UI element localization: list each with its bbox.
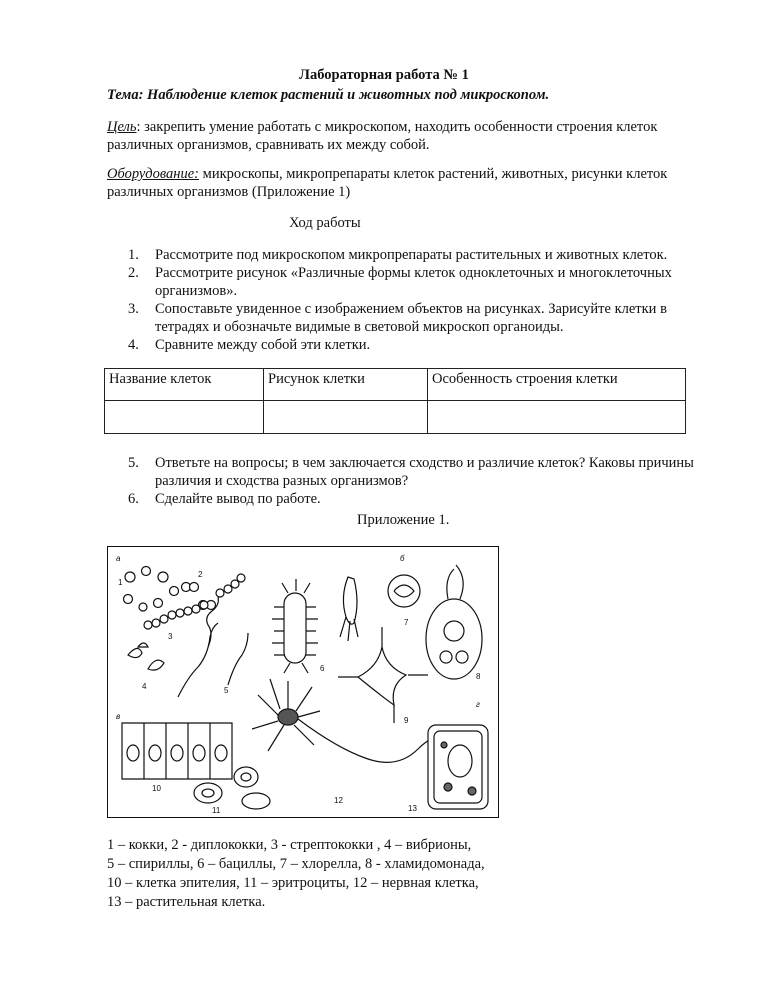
column-header: Название клеток: [105, 369, 264, 401]
nerve-cell-drawing: [252, 679, 458, 762]
table-header-row: [105, 369, 686, 401]
step-text: Ответьте на вопросы; в чем заключается сходство и различие клеток? Каковы причины различия и сходства разных организмов?: [155, 455, 694, 489]
label-13: 13: [408, 804, 417, 813]
label-7: 7: [404, 618, 409, 627]
label-4: 4: [142, 682, 147, 691]
equipment-paragraph: [107, 165, 687, 201]
table-row: [105, 401, 686, 434]
appendix-label: Приложение 1.: [357, 512, 450, 528]
vibrio-drawing: [128, 643, 164, 670]
label-10: 10: [152, 784, 161, 793]
equipment-label: Оборудование:: [107, 166, 200, 182]
list-item: [128, 490, 698, 508]
legend-line: 10 – клетка эпителия, 11 – эритроциты, 12 – нервная клетка,: [107, 875, 479, 891]
procedure-heading: Ход работы: [289, 215, 361, 231]
step-text: Сопоставьте увиденное с изображением объектов на рисунках. Зарисуйте клетки в тетрадях и обозначьте видимые в световой микроскоп органоиды.: [155, 301, 667, 335]
step-number: 1.: [128, 247, 139, 263]
list-item: [128, 300, 698, 336]
step-number: 2.: [128, 265, 139, 281]
label-11: 11: [212, 806, 221, 815]
table-cell: [264, 401, 428, 434]
page-title: Лабораторная работа № 1: [299, 67, 469, 83]
table-cell: [105, 401, 264, 434]
observation-table: [104, 368, 686, 434]
steps-list-2: [128, 454, 698, 508]
label-g: г: [476, 700, 480, 709]
label-12: 12: [334, 796, 343, 805]
figure-legend: [107, 836, 485, 912]
list-item: [128, 246, 698, 264]
step-number: 3.: [128, 301, 139, 317]
legend-line: 1 – кокки, 2 - диплококки, 3 - стрептококки , 4 – вибрионы,: [107, 837, 472, 853]
label-6: 6: [320, 664, 325, 673]
step-text: Сравните между собой эти клетки.: [155, 337, 371, 353]
goal-label: Цель: [107, 119, 137, 135]
chlamydomonas-drawing: [426, 565, 482, 679]
label-a: а: [116, 554, 121, 563]
label-v: в: [116, 712, 121, 721]
legend-line: 5 – спириллы, 6 – бациллы, 7 – хлорелла, 8 - хламидомонада,: [107, 856, 485, 872]
list-item: [128, 336, 698, 354]
label-2: 2: [198, 570, 203, 579]
label-9: 9: [404, 716, 409, 725]
lab-theme: Тема: Наблюдение клеток растений и животных под микроскопом.: [107, 87, 550, 103]
list-item: [128, 264, 698, 300]
chlorella-drawing: [388, 575, 420, 607]
label-1: 1: [118, 578, 123, 587]
equipment-text: микроскопы, микропрепараты клеток растений, животных, рисунки клеток различных организмов (Приложение 1): [107, 166, 668, 200]
cocci-drawing: [124, 567, 179, 612]
list-item: [128, 454, 698, 490]
label-b: б: [400, 554, 405, 563]
step-number: 5.: [128, 455, 139, 471]
table-cell: [428, 401, 686, 434]
plant-cell-drawing: [428, 725, 488, 809]
column-header: Рисунок клетки: [264, 369, 428, 401]
label-5: 5: [224, 686, 229, 695]
stellate-cell-drawing: [338, 627, 428, 723]
legend-line: 13 – растительная клетка.: [107, 894, 266, 910]
column-header: Особенность строения клетки: [428, 369, 686, 401]
step-number: 6.: [128, 491, 139, 507]
flagellate-drawing: [340, 577, 358, 641]
step-number: 4.: [128, 337, 139, 353]
cells-figure: [107, 546, 499, 818]
steps-list-1: [128, 246, 698, 354]
bacillus-drawing: [272, 579, 318, 673]
step-text: Сделайте вывод по работе.: [155, 491, 321, 507]
label-3: 3: [168, 632, 173, 641]
cells-illustration: [108, 547, 498, 817]
label-8: 8: [476, 672, 481, 681]
step-text: Рассмотрите рисунок «Различные формы клеток одноклеточных и многоклеточных организмов».: [155, 265, 672, 299]
goal-paragraph: [107, 118, 687, 154]
step-text: Рассмотрите под микроскопом микропрепараты растительных и животных клеток.: [155, 247, 668, 263]
epithelium-drawing: [122, 723, 232, 779]
goal-text: : закрепить умение работать с микроскопом, находить особенности строения клеток различных организмов, сравнивать их между собой.: [107, 119, 658, 153]
